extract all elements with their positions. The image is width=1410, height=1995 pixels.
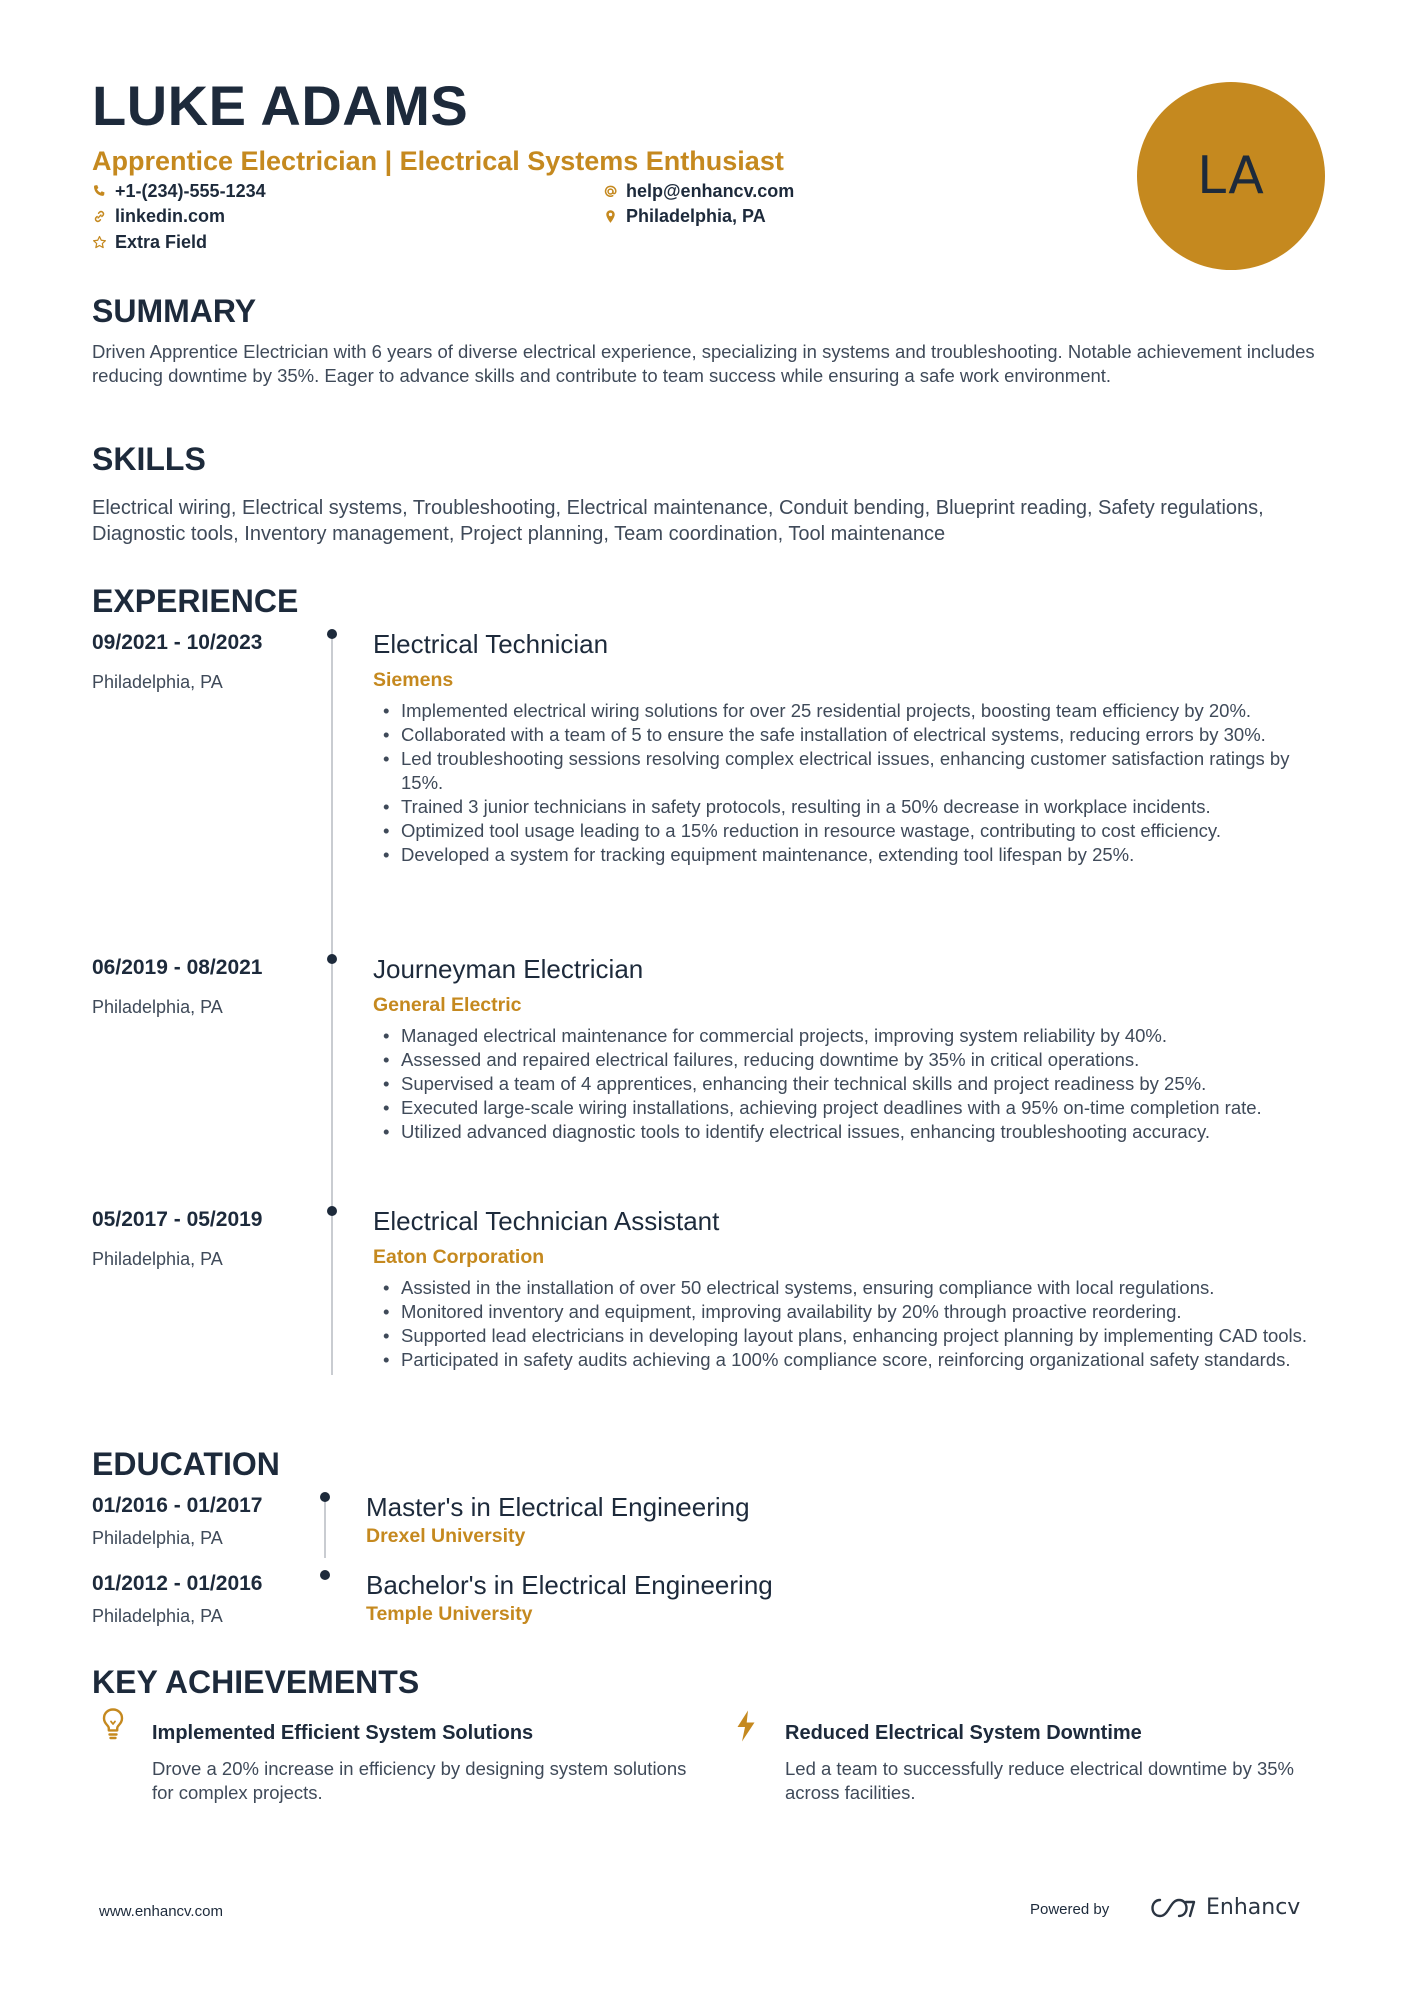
achievement-description: Drove a 20% increase in efficiency by designing system solutions for complex projects. xyxy=(152,1758,687,1803)
email-text[interactable]: help@enhancv.com xyxy=(626,181,795,201)
job-bullets xyxy=(373,1024,1328,1144)
lightbulb-icon xyxy=(100,1707,126,1741)
skills-text: Electrical wiring, Electrical systems, Troubleshooting, Electrical maintenance, Conduit bending, Blueprint reading, Safety regulations, Diagnostic tools, Inventory management, Project planning, Team coordination, Tool maintenance xyxy=(92,497,1264,545)
job-dates: 09/2021 - 10/2023 xyxy=(92,631,263,654)
contact-extra xyxy=(92,233,207,251)
job-bullet: • Managed electrical maintenance for commercial projects, improving system reliability by 40%. xyxy=(373,1024,1328,1048)
job-company: Eaton Corporation xyxy=(373,1246,545,1268)
footer-website[interactable]: www.enhancv.com xyxy=(99,1903,223,1920)
at-sign-icon xyxy=(603,184,618,199)
job-bullet: • Supervised a team of 4 apprentices, enhancing their technical skills and project readiness by 25%. xyxy=(373,1072,1328,1096)
summary-text: Driven Apprentice Electrician with 6 years of diverse electrical experience, specializing in systems and troubleshooting. Notable achievement includes reducing downtime by 35%. Eager to advance skills and contribute to team success while ensuring a safe work environment. xyxy=(92,341,1315,386)
summary-heading: SUMMARY xyxy=(92,293,257,329)
job-bullet: • Monitored inventory and equipment, improving availability by 20% through proactive reordering. xyxy=(373,1300,1328,1324)
phone-text[interactable]: +1-(234)-555-1234 xyxy=(115,181,266,201)
edu-dates: 01/2012 - 01/2016 xyxy=(92,1572,263,1595)
job-bullet: • Executed large-scale wiring installations, achieving project deadlines with a 95% on-time completion rate. xyxy=(373,1096,1328,1120)
job-company: Siemens xyxy=(373,669,454,691)
edu-school: Drexel University xyxy=(366,1525,526,1547)
job-bullets xyxy=(373,699,1328,867)
education-timeline xyxy=(324,1500,326,1558)
job-company: General Electric xyxy=(373,994,522,1016)
achievement-description: Led a team to successfully reduce electrical downtime by 35% across facilities. xyxy=(785,1758,1295,1803)
footer-powered-by: Powered by xyxy=(1030,1901,1110,1918)
job-bullet: • Developed a system for tracking equipment maintenance, extending tool lifespan by 25%. xyxy=(373,843,1328,867)
job-bullet: • Led troubleshooting sessions resolving complex electrical issues, enhancing customer satisfaction ratings by 15%. xyxy=(373,747,1328,795)
enhancv-logo-icon xyxy=(1150,1896,1198,1920)
achievements-heading: KEY ACHIEVEMENTS xyxy=(92,1664,420,1700)
edu-location: Philadelphia, PA xyxy=(92,1606,223,1626)
job-bullet: • Assisted in the installation of over 50 electrical systems, ensuring compliance with local regulations. xyxy=(373,1276,1328,1300)
job-dates: 06/2019 - 08/2021 xyxy=(92,956,263,979)
link-icon xyxy=(92,209,107,224)
location-text: Philadelphia, PA xyxy=(626,206,766,226)
enhancv-logo[interactable] xyxy=(1150,1896,1300,1920)
edu-dates: 01/2016 - 01/2017 xyxy=(92,1494,263,1517)
timeline-dot xyxy=(327,629,337,639)
experience-timeline xyxy=(331,637,333,1375)
timeline-dot xyxy=(320,1492,330,1502)
skills-heading: SKILLS xyxy=(92,441,206,477)
contact-email xyxy=(603,182,794,200)
job-bullet: • Implemented electrical wiring solutions for over 25 residential projects, boosting team efficiency by 20%. xyxy=(373,699,1328,723)
candidate-title: Apprentice Electrician | Electrical Systems Enthusiast xyxy=(92,146,784,176)
contact-location xyxy=(603,207,766,225)
star-icon xyxy=(92,235,107,250)
job-bullet: • Optimized tool usage leading to a 15% reduction in resource wastage, contributing to cost efficiency. xyxy=(373,819,1328,843)
enhancv-logo-text: Enhancv xyxy=(1206,1895,1301,1920)
job-bullets xyxy=(373,1276,1328,1372)
achievement-title: Reduced Electrical System Downtime xyxy=(785,1722,1142,1744)
experience-heading: EXPERIENCE xyxy=(92,583,299,619)
extra-text: Extra Field xyxy=(115,232,208,252)
edu-school: Temple University xyxy=(366,1603,533,1625)
education-heading: EDUCATION xyxy=(92,1446,280,1482)
job-bullet: • Trained 3 junior technicians in safety protocols, resulting in a 50% decrease in workplace incidents. xyxy=(373,795,1328,819)
lightning-bolt-icon xyxy=(733,1709,759,1743)
contact-phone xyxy=(92,182,266,200)
job-title: Journeyman Electrician xyxy=(373,954,644,984)
timeline-dot xyxy=(320,1570,330,1580)
avatar xyxy=(1137,82,1325,270)
phone-icon xyxy=(92,184,107,199)
timeline-dot xyxy=(327,1206,337,1216)
candidate-name: LUKE ADAMS xyxy=(92,74,469,137)
job-bullet: • Assessed and repaired electrical failures, reducing downtime by 35% in critical operations. xyxy=(373,1048,1328,1072)
job-bullet: • Participated in safety audits achieving a 100% compliance score, reinforcing organizational safety standards. xyxy=(373,1348,1328,1372)
job-location: Philadelphia, PA xyxy=(92,672,223,692)
edu-degree: Master's in Electrical Engineering xyxy=(366,1492,750,1522)
achievement-title: Implemented Efficient System Solutions xyxy=(152,1722,534,1744)
edu-location: Philadelphia, PA xyxy=(92,1528,223,1548)
edu-degree: Bachelor's in Electrical Engineering xyxy=(366,1570,773,1600)
job-bullet: • Supported lead electricians in developing layout plans, enhancing project planning by implementing CAD tools. xyxy=(373,1324,1328,1348)
job-title: Electrical Technician Assistant xyxy=(373,1206,720,1236)
timeline-dot xyxy=(327,954,337,964)
job-location: Philadelphia, PA xyxy=(92,1249,223,1269)
job-bullet: • Utilized advanced diagnostic tools to identify electrical issues, enhancing troubleshooting accuracy. xyxy=(373,1120,1328,1144)
linkedin-text[interactable]: linkedin.com xyxy=(115,206,226,226)
job-location: Philadelphia, PA xyxy=(92,997,223,1017)
contact-linkedin xyxy=(92,207,225,225)
job-bullet: • Collaborated with a team of 5 to ensure the safe installation of electrical systems, reducing errors by 30%. xyxy=(373,723,1328,747)
avatar-initials: LA xyxy=(1197,146,1265,206)
job-title: Electrical Technician xyxy=(373,629,609,659)
map-pin-icon xyxy=(603,209,618,224)
job-dates: 05/2017 - 05/2019 xyxy=(92,1208,263,1231)
